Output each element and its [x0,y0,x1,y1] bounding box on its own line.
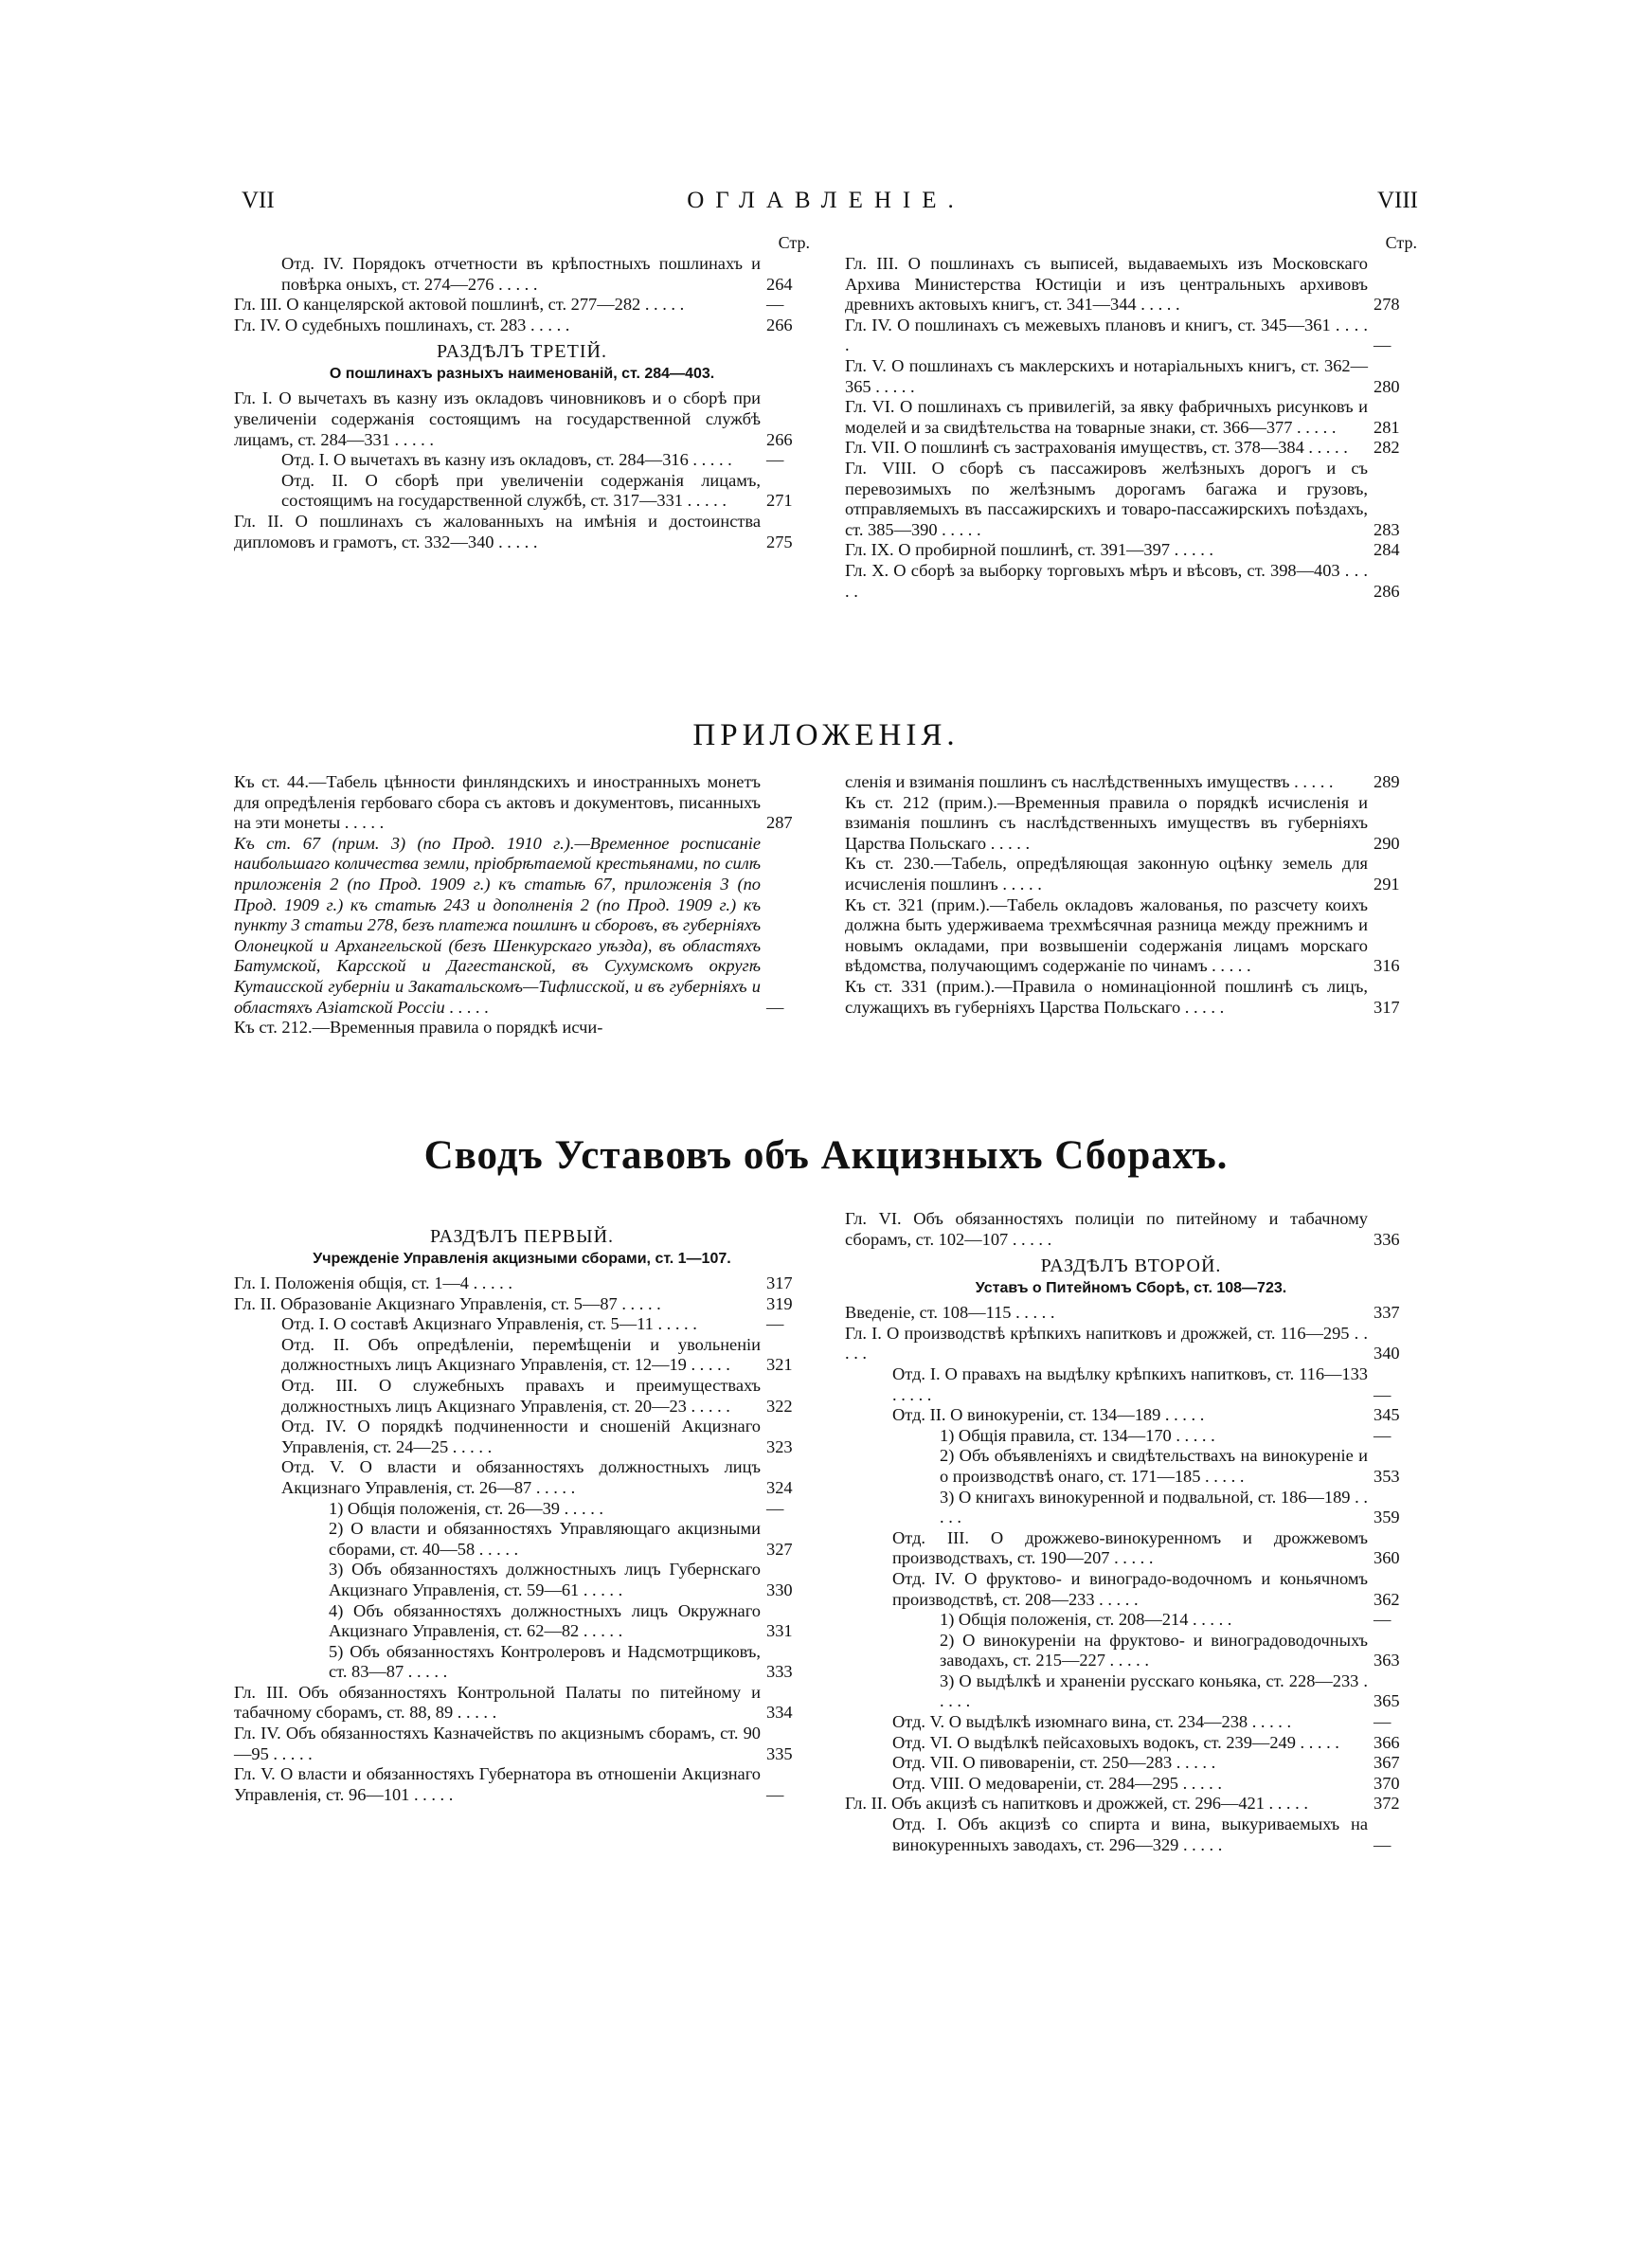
entry-page-number: 323 [766,1436,793,1456]
toc-entry [234,1764,810,1805]
dot-leader: . . . . . [1178,1773,1222,1793]
entry-page-number: 337 [1374,1303,1400,1323]
toc-entry [234,316,810,336]
entry-page-number: — [766,1784,784,1804]
entry-title: 1) Общія положенія, ст. 208—214 [940,1610,1189,1630]
toc-entry [845,1794,1417,1815]
dot-leader: . . . . . [986,833,1031,853]
entry-page-number: 370 [1374,1773,1400,1793]
entry-page-number: 264 [766,274,793,294]
appendix-column-1 [234,772,810,1038]
toc-list [845,1209,1417,1250]
toc-entry [845,438,1417,459]
entry-title: Отд. II. О винокуреніи, ст. 134—189 [892,1405,1161,1425]
entry-page-number: 321 [766,1355,793,1375]
toc-entry [234,1018,810,1038]
toc-entry [892,1364,1417,1405]
toc-entry [892,1774,1417,1795]
appendices-title: ПРИЛОЖЕНІЯ. [692,718,960,752]
entry-title: Введеніе, ст. 108—115 [845,1303,1012,1323]
entry-page-number: 286 [1374,581,1400,601]
entry-page-number: — [1374,1384,1392,1404]
entry-title: Отд. II. Объ опредѣленіи, перемѣщеніи и увольненіи должностныхъ лицъ Акцизнаго Управленія, ст. 12—19 [281,1334,761,1375]
entry-title: Отд. III. О служебныхъ правахъ и преимуществахъ должностныхъ лицъ Акцизнаго Управленія, ст. 20—23 [281,1375,761,1416]
toc-entry [281,254,810,295]
entry-title: Къ ст. 321 (прим.).—Табель окладовъ жалованья, по разсчету коихъ должна быть удерживаема трехмѣсячная разница между прежнимъ и новымъ окладами, при возвышеніи содержанія лицамъ морскаго вѣдомства, получающимъ содержаніе по чинамъ [845,894,1368,976]
toc-entry [845,895,1417,977]
entry-title: Отд. IV. Порядокъ отчетности въ крѣпостныхъ пошлинахъ и повѣрка оныхъ, ст. 274—276 [281,254,761,294]
page-number-left: VII [242,188,275,213]
entry-page-number: 359 [1374,1508,1400,1527]
entry-title: Отд. I. О вычетахъ въ казну изъ окладовъ, ст. 284—316 [281,450,689,470]
dot-leader: . . . . . [579,1621,623,1641]
toc-entry [234,388,810,450]
section-subtitle: Уставъ о Питейномъ Сборѣ, ст. 108—723. [975,1280,1287,1297]
entry-page-number: 322 [766,1396,793,1416]
running-header [0,188,1652,216]
dot-leader: . . . . . [1104,1651,1149,1670]
entry-page-number: 353 [1374,1466,1400,1486]
toc-entry [281,1335,810,1376]
entry-page-number: 331 [766,1621,793,1641]
toc-entry [845,356,1417,397]
entry-page-number: 372 [1374,1794,1400,1814]
dot-leader: . . . . . [1295,1732,1339,1752]
dot-leader: . . . . . [871,376,915,396]
toc-entry [234,295,810,316]
entry-title: Гл. VIII. О сборѣ съ пассажировъ желѣзныхъ дорогъ и съ перевозимыхъ по желѣзнымъ дорогамъ багажа и грузовъ, отправляемыхъ въ пассажирскихъ и товаро-пассажирскихъ поѣздахъ, ст. 385—390 [845,458,1368,539]
toc-entry [234,772,810,834]
dot-leader: . . . . . [1289,772,1334,791]
entry-title: Отд. I. Объ акцизѣ со спирта и вина, выкуриваемыхъ на винокуренныхъ заводахъ, ст. 296—329 [892,1815,1368,1854]
dot-leader: . . . . . [1188,1610,1232,1630]
dot-leader: . . . . . [1303,438,1348,458]
entry-page-number: — [766,1498,784,1518]
entry-title: Гл. II. Объ акцизѣ съ напитковъ и дрожжей, ст. 296—421 [845,1794,1265,1814]
dot-leader: . . . . . [997,874,1042,894]
dot-leader: . . . . . [1292,417,1337,437]
toc-entry [234,1724,810,1764]
page-number-right: VIII [1376,188,1418,213]
toc-entry [892,1528,1417,1569]
entry-page-number: — [1374,1610,1392,1630]
entry-title: Гл. III. О пошлинахъ съ выписей, выдаваемыхъ изъ Московскаго Архива Министерства Юстиціи и изъ центральныхъ архивовъ древнихъ актовыхъ книгъ, ст. 341—344 [845,254,1368,315]
toc-entry [940,1426,1417,1447]
entry-page-number: 280 [1374,376,1400,396]
dot-leader: . . . . . [688,450,732,470]
entry-page-number: 330 [766,1580,793,1599]
toc-entry [845,1303,1417,1324]
entry-title: Гл. IV. О пошлинахъ съ межевыхъ плановъ и книгъ, ст. 345—361 [845,315,1331,334]
entry-title: Отд. I. О составѣ Акцизнаго Управленія, ст. 5—11 [281,1314,654,1334]
toc-entry [892,1815,1417,1855]
entry-title: Гл. VII. О пошлинѣ съ застрахованія имуществъ, ст. 378—384 [845,438,1304,458]
page-column-label: Стр. [1385,233,1417,252]
toc-entry [845,540,1417,561]
entry-page-number: 367 [1374,1753,1400,1773]
entry-title: Гл. IV. Объ обязанностяхъ Казначействъ по акцизнымъ сборамъ, ст. 90—95 [234,1724,761,1763]
toc-entry [845,397,1417,438]
entry-page-number: 334 [766,1703,793,1723]
entry-page-number: 336 [1374,1229,1400,1249]
entry-page-number: 275 [766,532,793,551]
entry-title: 1) Общія правила, ст. 134—170 [940,1425,1172,1445]
toc-entry [892,1569,1417,1610]
appendix-list [845,772,1417,1018]
entry-page-number: — [1374,1712,1392,1732]
entry-title: Гл. VI. О пошлинахъ съ привилегій, за явку фабричныхъ рисунковъ и моделей и за свидѣтельства на товарные знаки, ст. 366—377 [845,397,1368,437]
toc-list [234,388,810,552]
toc-entry [845,793,1417,855]
toc-list [845,1303,1417,1855]
entry-page-number: 290 [1374,833,1400,853]
dot-leader: . . . . . [1011,1303,1055,1323]
entry-title: Гл. I. Положенія общія, ст. 1—4 [234,1273,469,1292]
toc-entry [845,459,1417,540]
dot-leader: . . . . . [1264,1794,1308,1814]
entry-title: Гл. III. Объ обязанностяхъ Контрольной Палаты по питейному и табачному сборамъ, ст. 88, 89 [234,1682,761,1723]
entry-title: Отд. IV. О фруктово- и виноградо-водочномъ и коньячномъ производствѣ, ст. 208—233 [892,1568,1368,1609]
dot-leader: . . . . . [1094,1589,1139,1609]
entry-title: 5) Объ обязанностяхъ Контролеровъ и Надсмотрщиковъ, ст. 83—87 [329,1641,761,1682]
dot-leader: . . . . . [404,1662,448,1682]
entry-page-number: — [1374,1834,1392,1854]
entry-page-number: 333 [766,1662,793,1682]
entry-page-number: 360 [1374,1548,1400,1568]
entry-title: Гл. III. О канцелярской актовой пошлинѣ, ст. 277—282 [234,295,641,315]
dot-leader: . . . . . [453,1703,497,1723]
toc-entry [234,834,810,1018]
dot-leader: . . . . . [494,274,538,294]
toc-entry [845,977,1417,1018]
entry-page-number: 282 [1374,438,1400,458]
entry-title: Отд. VI. О выдѣлкѣ пейсаховыхъ водокъ, ст. 239—249 [892,1732,1296,1752]
dot-leader: . . . . . [560,1498,603,1518]
entry-page-number: 278 [1374,295,1400,315]
dot-leader: . . . . . [389,429,434,449]
entry-page-number: — [766,1314,784,1334]
dot-leader: . . . . . [1136,295,1180,315]
section-subtitle: Учрежденіе Управленія акцизными сборами, ст. 1—107. [313,1251,731,1267]
dot-leader: . . . . . [448,1436,493,1456]
entry-page-number: — [766,295,784,315]
dot-leader: . . . . . [617,1293,661,1313]
dot-leader: . . . . . [845,315,1369,355]
toc-column-4 [845,1209,1417,1855]
entry-title: Гл. II. Образованіе Акцизнаго Управленія, ст. 5—87 [234,1293,618,1313]
entry-title: Гл. I. О вычетахъ въ казну изъ окладовъ чиновниковъ и о сборѣ при увеличеніи содержанія состоящимъ на государственной службѣ лицамъ, ст. 284—331 [234,388,761,449]
entry-title: Гл. IX. О пробирной пошлинѣ, ст. 391—397 [845,540,1171,560]
entry-title: Гл. I. О производствѣ крѣпкихъ напитковъ и дрожжей, ст. 116—295 [845,1323,1350,1343]
entry-title: Отд. IV. О порядкѣ подчиненности и сношеній Акцизнаго Управленія, ст. 24—25 [281,1417,761,1456]
toc-column-1 [234,233,810,552]
toc-column-3 [234,1220,810,1805]
dot-leader: . . . . . [1200,1466,1245,1486]
toc-entry [281,1417,810,1457]
entry-page-number: — [766,450,784,470]
dot-leader: . . . . . [892,1384,932,1404]
entry-page-number: 366 [1374,1732,1400,1752]
dot-leader: . . . . . [1172,1753,1216,1773]
dot-leader: . . . . . [1180,997,1225,1017]
entry-page-number: 266 [766,315,793,334]
toc-entry [892,1405,1417,1426]
toc-entry [940,1631,1417,1671]
appendix-list [234,772,810,1038]
entry-title: Отд. V. О власти и обязанностяхъ должностныхъ лицъ Акцизнаго Управленія, ст. 26—87 [281,1457,761,1497]
toc-entry [892,1712,1417,1733]
toc-entry [234,1294,810,1315]
dot-leader: . . . . . [531,1477,576,1497]
toc-entry [234,1683,810,1724]
entry-title: Къ ст. 230.—Табель, опредѣляющая законную оцѣнку земель для исчисленія пошлинъ [845,854,1368,894]
toc-entry [329,1601,810,1642]
toc-entry [329,1642,810,1683]
entry-page-number: 363 [1374,1651,1400,1670]
toc-list [845,254,1417,602]
entry-title: 3) О выдѣлкѣ и храненіи русскаго коньяка, ст. 228—233 [940,1670,1359,1690]
entry-title: Гл. VI. Объ обязанностяхъ полиціи по питейному и табачному сборамъ, ст. 102—107 [845,1209,1368,1249]
toc-entry [845,854,1417,894]
dot-leader: . . . . . [1008,1229,1052,1249]
dot-leader: . . . . . [1109,1548,1154,1568]
dot-leader: . . . . . [653,1314,697,1334]
entry-page-number: — [766,997,784,1017]
entry-page-number: 271 [766,491,793,511]
entry-title: Гл. V. О власти и обязанностяхъ Губернатора въ отношеніи Акцизнаго Управленія, ст. 96—101 [234,1764,761,1804]
dot-leader: . . . . . [1207,956,1251,976]
toc-entry [845,1209,1417,1250]
entry-title: сленія и взиманія пошлинъ съ наслѣдственныхъ имуществъ [845,772,1290,791]
appendix-column-2 [845,772,1417,1018]
dot-leader: . . . . . [475,1539,519,1559]
dot-leader: . . . . . [1171,1425,1215,1445]
toc-entry [845,772,1417,793]
entry-page-number: 291 [1374,874,1400,894]
entry-page-number: 345 [1374,1405,1400,1425]
entry-page-number: 289 [1374,772,1400,791]
entry-page-number: 284 [1374,540,1400,560]
section-title: РАЗДѢЛЪ ВТОРОЙ. [1040,1255,1222,1277]
entry-page-number: 327 [766,1539,793,1559]
dot-leader: . . . . . [686,1355,730,1375]
toc-entry [940,1446,1417,1487]
entry-page-number: 335 [766,1743,793,1763]
dot-leader: . . . . . [845,560,1368,601]
entry-title: Къ ст. 212 (прим.).—Временныя правила о порядкѣ исчисленія и взиманія пошлинъ съ наслѣдственныхъ имуществъ въ губерніяхъ Царства Польскаго [845,792,1368,853]
dot-leader: . . . . . [444,997,489,1017]
toc-entry [281,471,810,512]
entry-page-number: 340 [1374,1344,1400,1363]
toc-list [234,1273,810,1805]
section-title: РАЗДѢЛЪ ТРЕТІЙ. [437,341,607,363]
toc-entry [940,1610,1417,1631]
toc-entry [845,316,1417,356]
entry-title: Къ ст. 212.—Временныя правила о порядкѣ исчи- [234,1018,603,1038]
entry-title: Гл. X. О сборѣ за выборку торговыхъ мѣръ и вѣсовъ, ст. 398—403 [845,560,1340,580]
entry-page-number: 266 [766,429,793,449]
entry-page-number: 316 [1374,956,1400,976]
dot-leader: . . . . . [1170,540,1214,560]
entry-title: Къ ст. 331 (прим.).—Правила о номинаціонной пошлинѣ съ лицъ, служащихъ въ губерніяхъ Царства Польскаго [845,976,1368,1017]
toc-entry [940,1488,1417,1528]
entry-title: 1) Общія положенія, ст. 26—39 [329,1498,561,1518]
dot-leader: . . . . . [409,1784,454,1804]
entry-page-number: 324 [766,1477,793,1497]
entry-page-number: 319 [766,1293,793,1313]
entry-title: 2) О винокуреніи на фруктово- и виноградоводочныхъ заводахъ, ст. 215—227 [940,1630,1368,1670]
toc-entry [281,450,810,471]
dot-leader: . . . . . [494,532,538,551]
dot-leader: . . . . . [268,1743,313,1763]
entry-title: Гл. V. О пошлинахъ съ маклерскихъ и нотаріальныхъ книгъ, ст. 362—365 [845,355,1368,396]
entry-page-number: 287 [766,813,793,833]
dot-leader: . . . . . [640,295,685,315]
entry-page-number: 317 [766,1273,793,1292]
entry-page-number: 317 [1374,997,1400,1017]
entry-title: Отд. II. О сборѣ при увеличеніи содержанія лицамъ, состоящимъ на государственной службѣ, ст. 317—331 [281,470,761,511]
dot-leader: . . . . . [1160,1405,1205,1425]
toc-entry [892,1753,1417,1774]
entry-title: Отд. V. О выдѣлкѣ изюмнаго вина, ст. 234—238 [892,1712,1248,1732]
toc-entry [281,1314,810,1335]
code-title: Сводъ Уставовъ объ Акцизныхъ Сборахъ. [423,1133,1229,1178]
dot-leader: . . . . . [682,491,727,511]
toc-entry [329,1560,810,1600]
entry-title: Отд. VII. О пивовареніи, ст. 250—283 [892,1753,1173,1773]
dot-leader: . . . . . [526,315,570,334]
toc-entry [281,1376,810,1417]
entry-title: Къ ст. 44.—Табель цѣнности финляндскихъ и иностранныхъ монетъ для опредѣленія гербоваго сбора съ актовъ и документовъ, писанныхъ на эти монеты [234,772,761,833]
entry-page-number: — [1374,335,1392,355]
dot-leader: . . . . . [937,519,981,539]
entry-title: 3) О книгахъ винокуренной и подвальной, ст. 186—189 [940,1487,1351,1507]
toc-entry [329,1499,810,1520]
entry-title: Гл. IV. О судебныхъ пошлинахъ, ст. 283 [234,315,527,334]
running-title: ОГЛАВЛЕНІЕ. [687,188,965,213]
page-column-label: Стр. [778,233,810,252]
dot-leader: . . . . . [686,1396,730,1416]
entry-title: Отд. VIII. О медовареніи, ст. 284—295 [892,1773,1178,1793]
dot-leader: . . . . . [940,1487,1368,1527]
toc-entry [845,561,1417,602]
entry-title: 4) Объ обязанностяхъ должностныхъ лицъ Окружнаго Акцизнаго Управленія, ст. 62—82 [329,1600,761,1641]
section-title: РАЗДѢЛЪ ПЕРВЫЙ. [429,1226,615,1247]
entry-title: 2) О власти и обязанностяхъ Управляющаго акцизными сборами, ст. 40—58 [329,1519,761,1559]
dot-leader: . . . . . [469,1273,512,1292]
toc-entry [845,254,1417,316]
toc-entry [892,1733,1417,1754]
entry-title: Гл. II. О пошлинахъ съ жалованныхъ на имѣнія и достоинства дипломовъ и грамотъ, ст. 332—340 [234,511,761,551]
toc-entry [281,1457,810,1498]
toc-entry [940,1671,1417,1712]
dot-leader: . . . . . [579,1580,623,1599]
toc-entry [234,512,810,552]
dot-leader: . . . . . [845,1323,1369,1363]
entry-page-number: 281 [1374,417,1400,437]
dot-leader: . . . . . [940,1670,1369,1711]
entry-title: Отд. I. О правахъ на выдѣлку крѣпкихъ напитковъ, ст. 116—133 [892,1363,1368,1383]
toc-entry [234,1273,810,1294]
toc-entry [845,1324,1417,1364]
entry-page-number: — [1374,1425,1392,1445]
dot-leader: . . . . . [340,813,385,833]
toc-list [234,254,810,335]
entry-page-number: 362 [1374,1589,1400,1609]
entry-title: Къ ст. 67 (прим. 3) (по Прод. 1910 г.).—Временное росписаніе наибольшаго количества земли, пріобрѣтаемой крестьянами, по силѣ приложенія 2 (по Прод. 1909 г.) къ статьѣ 67, приложенія 3 (по Прод. 1909 г.) къ статьѣ 243 и дополненія 2 (по Прод. 1909 г.) къ пункту 3 статьи 278, безъ платежа пошлинъ и сборовъ, въ губерніяхъ Олонецкой и Архангельской (безъ Шенкурскаго уѣзда), въ областяхъ Батумской, Карсской и Дагестанской, въ Сухумскомъ округѣ Кутаисской губерніи и Закатальскомъ—Тифлисской, и въ губерніяхъ и областяхъ Азіатской Россіи [234,833,761,1017]
entry-title: Отд. III. О дрожжево-винокуренномъ и дрожжевомъ производствахъ, ст. 190—207 [892,1527,1368,1568]
entry-page-number: 283 [1374,519,1400,539]
entry-title: 3) Объ обязанностяхъ должностныхъ лицъ Губернскаго Акцизнаго Управленія, ст. 59—61 [329,1560,761,1599]
dot-leader: . . . . . [1178,1834,1223,1854]
toc-column-2 [845,233,1417,602]
toc-entry [329,1519,810,1560]
entry-page-number: 365 [1374,1691,1400,1711]
section-subtitle: О пошлинахъ разныхъ наименованій, ст. 284—403. [329,366,715,383]
entry-title: 2) Объ объявленіяхъ и свидѣтельствахъ на винокуреніе и о производствѣ онаго, ст. 171—185 [940,1446,1368,1486]
dot-leader: . . . . . [1248,1712,1292,1732]
